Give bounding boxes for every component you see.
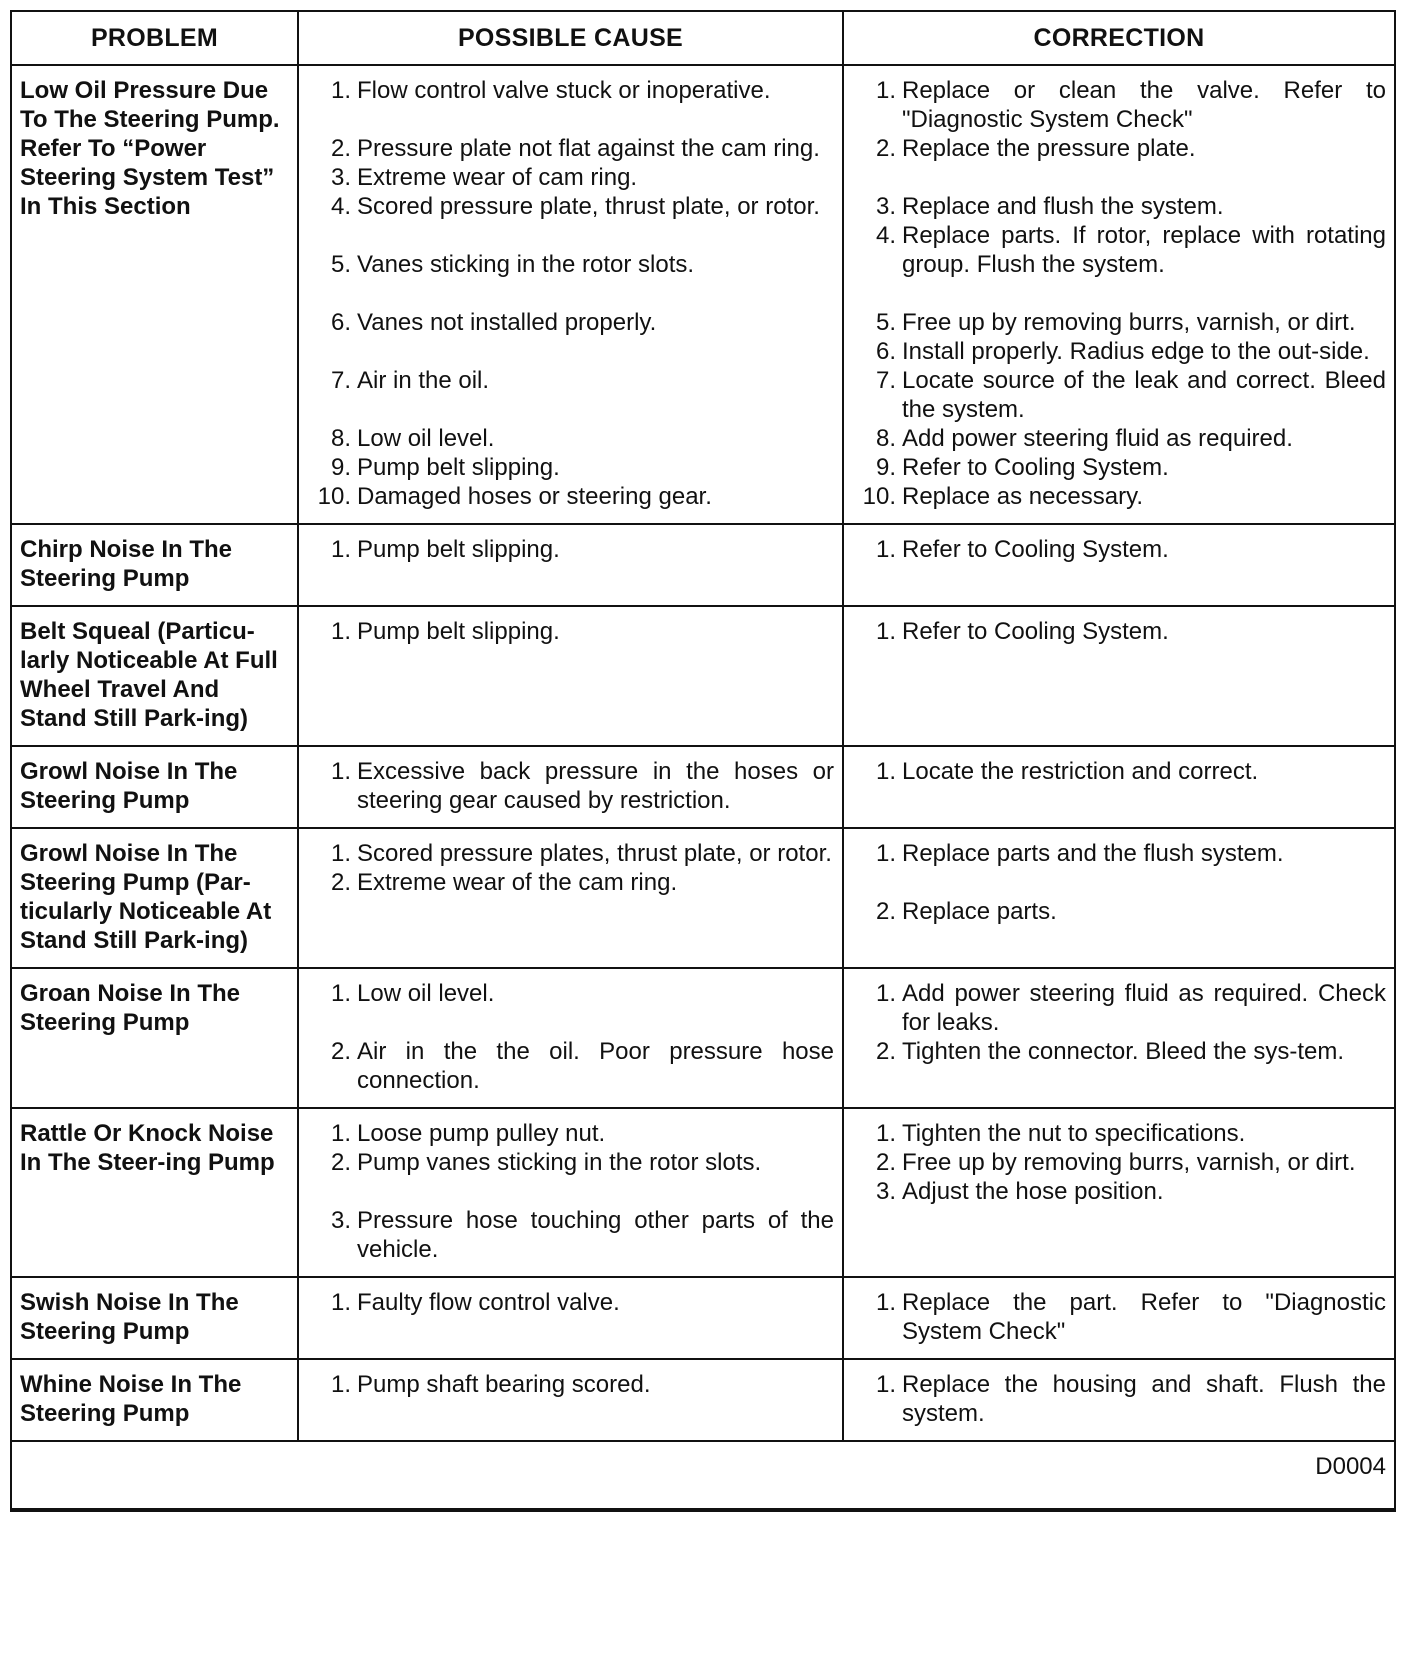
item-text: Tighten the connector. Bleed the sys-tem.: [902, 1038, 1345, 1065]
spacer: [307, 395, 834, 424]
item-text: Replace or clean the valve. Refer to "Diagnostic System Check": [902, 77, 1386, 133]
item-number: 4.: [330, 193, 351, 220]
cause-item: [307, 134, 834, 163]
item-number: 2.: [875, 898, 896, 925]
item-text: Flow control valve stuck or inoperative.: [357, 77, 771, 104]
causes-list: [307, 535, 834, 564]
item-text: Pressure hose touching other parts of the vehicle.: [357, 1207, 834, 1263]
causes-cell: [298, 968, 843, 1108]
correction-item: [852, 424, 1386, 453]
correction-item: [852, 1370, 1386, 1428]
causes-list: [307, 1288, 834, 1317]
item-text: Replace parts.: [902, 898, 1057, 925]
header-problem: PROBLEM: [12, 12, 298, 65]
correction-item: [852, 366, 1386, 424]
item-text: Vanes sticking in the rotor slots.: [357, 251, 695, 278]
item-number: 1.: [875, 980, 896, 1007]
item-text: Pump shaft bearing scored.: [357, 1371, 651, 1398]
corrections-cell: [843, 65, 1394, 524]
correction-item: [852, 617, 1386, 646]
item-text: Add power steering fluid as required. Check for leaks.: [902, 980, 1386, 1036]
cause-item: [307, 757, 834, 815]
item-text: Replace the pressure plate.: [902, 135, 1196, 162]
item-text: Damaged hoses or steering gear.: [357, 483, 712, 510]
cause-item: [307, 1148, 834, 1177]
item-number: 2.: [330, 1149, 351, 1176]
item-text: Excessive back pressure in the hoses or steering gear caused by restriction.: [357, 758, 834, 814]
causes-cell: [298, 1359, 843, 1441]
causes-list: [307, 1370, 834, 1399]
correction-item: [852, 1288, 1386, 1346]
corrections-cell: [843, 828, 1394, 968]
item-text: Vanes not installed properly.: [357, 309, 657, 336]
cause-item: [307, 1370, 834, 1399]
item-number: 1.: [330, 840, 351, 867]
item-text: Adjust the hose position.: [902, 1178, 1164, 1205]
item-number: 1.: [875, 758, 896, 785]
item-number: 7.: [875, 367, 896, 394]
item-number: 3.: [875, 1178, 896, 1205]
item-number: 1.: [875, 1120, 896, 1147]
spacer: [852, 868, 1386, 897]
diagnosis-table: [12, 12, 1394, 1510]
table-footer-row: [12, 1441, 1394, 1509]
item-number: 5.: [330, 251, 351, 278]
item-text: Scored pressure plates, thrust plate, or rotor.: [357, 840, 832, 867]
problem-cell: Groan Noise In The Steering Pump: [12, 968, 298, 1108]
corrections-list: [852, 76, 1386, 511]
item-text: Extreme wear of the cam ring.: [357, 869, 678, 896]
correction-item: [852, 76, 1386, 134]
item-text: Refer to Cooling System.: [902, 536, 1169, 563]
item-number: 1.: [330, 1371, 351, 1398]
corrections-cell: [843, 524, 1394, 606]
causes-list: [307, 617, 834, 646]
cause-item: [307, 192, 834, 221]
correction-item: [852, 134, 1386, 163]
table-row: [12, 968, 1394, 1108]
table-body: [12, 65, 1394, 1441]
causes-cell: [298, 1277, 843, 1359]
item-number: 1.: [875, 77, 896, 104]
corrections-list: [852, 979, 1386, 1066]
spacer: [307, 1008, 834, 1037]
cause-item: [307, 250, 834, 279]
spacer: [307, 221, 834, 250]
correction-item: [852, 337, 1386, 366]
item-number: 2.: [330, 135, 351, 162]
item-text: Replace as necessary.: [902, 483, 1144, 510]
correction-item: [852, 1119, 1386, 1148]
problem-cell: Low Oil Pressure Due To The Steering Pump. Refer To “Power Steering System Test” In This Section: [12, 65, 298, 524]
corrections-cell: [843, 968, 1394, 1108]
correction-item: [852, 1148, 1386, 1177]
item-number: 2.: [330, 1038, 351, 1065]
table-row: [12, 828, 1394, 968]
item-number: 1.: [875, 1371, 896, 1398]
causes-cell: [298, 524, 843, 606]
causes-list: [307, 757, 834, 815]
correction-item: [852, 1037, 1386, 1066]
causes-cell: [298, 828, 843, 968]
item-number: 9.: [330, 454, 351, 481]
correction-item: [852, 897, 1386, 926]
item-number: 1.: [875, 536, 896, 563]
corrections-cell: [843, 1359, 1394, 1441]
item-number: 2.: [330, 869, 351, 896]
header-correction: CORRECTION: [843, 12, 1394, 65]
corrections-list: [852, 757, 1386, 786]
item-number: 1.: [875, 618, 896, 645]
problem-cell: Chirp Noise In The Steering Pump: [12, 524, 298, 606]
cause-item: [307, 1288, 834, 1317]
correction-item: [852, 482, 1386, 511]
corrections-cell: [843, 746, 1394, 828]
item-text: Extreme wear of cam ring.: [357, 164, 638, 191]
cause-item: [307, 868, 834, 897]
corrections-cell: [843, 1277, 1394, 1359]
item-text: Scored pressure plate, thrust plate, or rotor.: [357, 193, 820, 220]
item-text: Pump belt slipping.: [357, 536, 560, 563]
corrections-list: [852, 839, 1386, 926]
item-number: 1.: [330, 758, 351, 785]
item-number: 3.: [875, 193, 896, 220]
item-text: Locate the restriction and correct.: [902, 758, 1259, 785]
cause-item: [307, 482, 834, 511]
cause-item: [307, 839, 834, 868]
cause-item: [307, 535, 834, 564]
corrections-list: [852, 535, 1386, 564]
item-text: Pump belt slipping.: [357, 618, 560, 645]
cause-item: [307, 424, 834, 453]
corrections-list: [852, 1119, 1386, 1206]
item-number: 6.: [330, 309, 351, 336]
item-text: Add power steering fluid as required.: [902, 425, 1293, 452]
cause-item: [307, 979, 834, 1008]
problem-cell: Growl Noise In The Steering Pump (Par-ticularly Noticeable At Stand Still Park-ing): [12, 828, 298, 968]
spacer: [307, 105, 834, 134]
item-number: 4.: [875, 222, 896, 249]
problem-cell: Swish Noise In The Steering Pump: [12, 1277, 298, 1359]
item-text: Replace parts. If rotor, replace with rotating group. Flush the system.: [902, 222, 1386, 278]
diagnosis-table-sheet: [10, 10, 1396, 1512]
item-number: 1.: [330, 618, 351, 645]
problem-cell: Growl Noise In The Steering Pump: [12, 746, 298, 828]
cause-item: [307, 1119, 834, 1148]
causes-cell: [298, 65, 843, 524]
causes-cell: [298, 606, 843, 746]
table-row: [12, 65, 1394, 524]
item-number: 1.: [330, 1289, 351, 1316]
cause-item: [307, 163, 834, 192]
cause-item: [307, 76, 834, 105]
item-text: Low oil level.: [357, 980, 495, 1007]
spacer: [307, 1177, 834, 1206]
corrections-list: [852, 617, 1386, 646]
correction-item: [852, 308, 1386, 337]
item-text: Low oil level.: [357, 425, 495, 452]
item-number: 7.: [330, 367, 351, 394]
spacer: [852, 279, 1386, 308]
header-possible-cause: POSSIBLE CAUSE: [298, 12, 843, 65]
table-header-row: [12, 12, 1394, 65]
item-number: 2.: [875, 1149, 896, 1176]
correction-item: [852, 192, 1386, 221]
item-number: 8.: [330, 425, 351, 452]
item-number: 6.: [875, 338, 896, 365]
item-text: Air in the the oil. Poor pressure hose connection.: [357, 1038, 834, 1094]
item-text: Replace and flush the system.: [902, 193, 1224, 220]
item-text: Loose pump pulley nut.: [357, 1120, 606, 1147]
table-row: [12, 1277, 1394, 1359]
table-row: [12, 1108, 1394, 1277]
causes-list: [307, 979, 834, 1095]
table-row: [12, 524, 1394, 606]
spacer: [852, 163, 1386, 192]
corrections-cell: [843, 1108, 1394, 1277]
item-number: 1.: [875, 1289, 896, 1316]
item-text: Pressure plate not flat against the cam ring.: [357, 135, 820, 162]
problem-cell: Belt Squeal (Particu-larly Noticeable At Full Wheel Travel And Stand Still Park-ing): [12, 606, 298, 746]
figure-code: D0004: [12, 1441, 1394, 1509]
corrections-cell: [843, 606, 1394, 746]
item-number: 1.: [875, 840, 896, 867]
item-number: 8.: [875, 425, 896, 452]
table-row: [12, 1359, 1394, 1441]
spacer: [307, 337, 834, 366]
causes-list: [307, 1119, 834, 1264]
correction-item: [852, 839, 1386, 868]
item-number: 1.: [330, 980, 351, 1007]
corrections-list: [852, 1288, 1386, 1346]
item-number: 9.: [875, 454, 896, 481]
causes-cell: [298, 746, 843, 828]
item-text: Pump belt slipping.: [357, 454, 560, 481]
item-text: Replace parts and the flush system.: [902, 840, 1284, 867]
correction-item: [852, 979, 1386, 1037]
item-text: Refer to Cooling System.: [902, 454, 1169, 481]
item-text: Replace the part. Refer to "Diagnostic System Check": [902, 1289, 1386, 1345]
problem-cell: Whine Noise In The Steering Pump: [12, 1359, 298, 1441]
item-number: 2.: [875, 1038, 896, 1065]
correction-item: [852, 453, 1386, 482]
problem-cell: Rattle Or Knock Noise In The Steer-ing Pump: [12, 1108, 298, 1277]
cause-item: [307, 308, 834, 337]
item-number: 1.: [330, 77, 351, 104]
item-number: 3.: [330, 164, 351, 191]
correction-item: [852, 1177, 1386, 1206]
item-number: 1.: [330, 536, 351, 563]
correction-item: [852, 221, 1386, 279]
table-row: [12, 746, 1394, 828]
causes-list: [307, 839, 834, 897]
item-number: 3.: [330, 1207, 351, 1234]
item-number: 5.: [875, 309, 896, 336]
correction-item: [852, 535, 1386, 564]
spacer: [307, 279, 834, 308]
item-number: 2.: [875, 135, 896, 162]
cause-item: [307, 1206, 834, 1264]
item-text: Free up by removing burrs, varnish, or dirt.: [902, 309, 1356, 336]
corrections-list: [852, 1370, 1386, 1428]
table-row: [12, 606, 1394, 746]
causes-list: [307, 76, 834, 511]
cause-item: [307, 453, 834, 482]
cause-item: [307, 1037, 834, 1095]
item-text: Tighten the nut to specifications.: [902, 1120, 1246, 1147]
item-text: Free up by removing burrs, varnish, or dirt.: [902, 1149, 1356, 1176]
item-number: 10.: [862, 483, 896, 510]
item-text: Faulty flow control valve.: [357, 1289, 620, 1316]
item-number: 10.: [317, 483, 351, 510]
item-text: Install properly. Radius edge to the out-side.: [902, 338, 1370, 365]
correction-item: [852, 757, 1386, 786]
item-number: 1.: [330, 1120, 351, 1147]
cause-item: [307, 617, 834, 646]
item-text: Locate source of the leak and correct. Bleed the system.: [902, 367, 1386, 423]
item-text: Air in the oil.: [357, 367, 490, 394]
item-text: Refer to Cooling System.: [902, 618, 1169, 645]
cause-item: [307, 366, 834, 395]
item-text: Replace the housing and shaft. Flush the system.: [902, 1371, 1386, 1427]
causes-cell: [298, 1108, 843, 1277]
item-text: Pump vanes sticking in the rotor slots.: [357, 1149, 762, 1176]
